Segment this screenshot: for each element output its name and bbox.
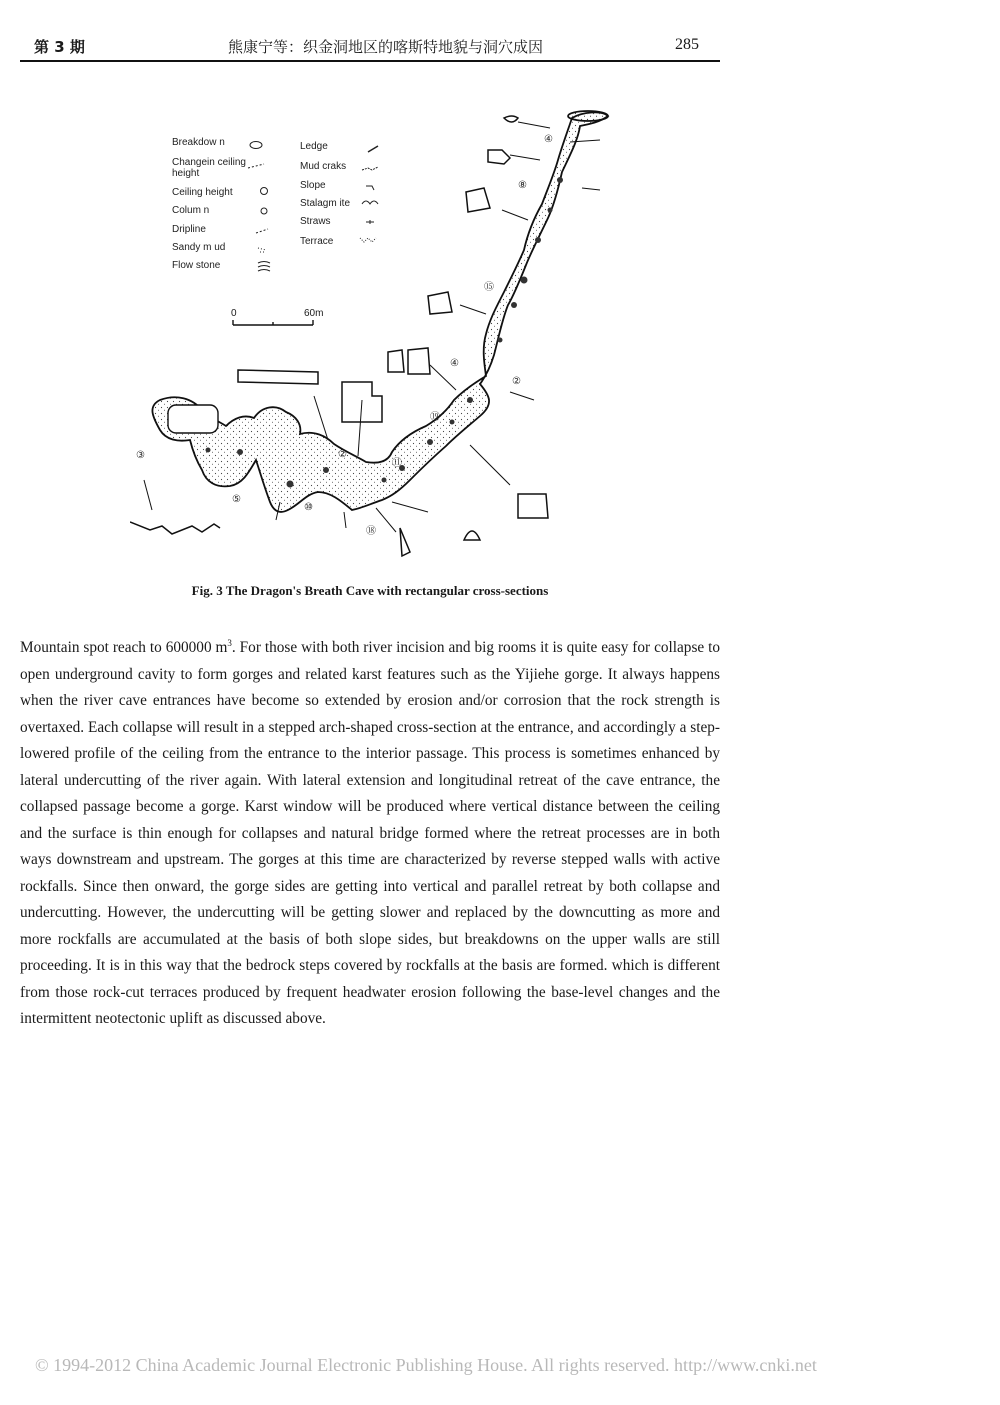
column-symbol [261, 208, 267, 214]
section-2a [518, 494, 548, 518]
flowstone-symbol [258, 262, 270, 272]
terrace-symbol [360, 238, 376, 242]
section-4b [388, 348, 430, 374]
slope-symbol [366, 186, 374, 190]
ceiling-change-symbol [248, 164, 264, 168]
legend-terrace: Terrace [300, 236, 334, 247]
running-title: 熊康宁等：织金洞地区的喀斯特地貌与洞穴成因 [228, 38, 544, 56]
station-label: ⑱ [366, 526, 376, 537]
legend-stalagmite: Stalagm ite [300, 198, 351, 209]
section-18a [400, 528, 410, 556]
stalagmite-symbol [362, 201, 378, 204]
station-label: ⑩ [304, 502, 313, 513]
section-8 [488, 150, 510, 164]
upper-chamber [568, 111, 608, 121]
running-header [20, 30, 720, 62]
legend-flow-stone: Flow stone [172, 260, 221, 271]
section-15 [466, 188, 490, 212]
superscript: 3 [227, 638, 232, 648]
legend-slope: Slope [300, 180, 326, 191]
section-19a [428, 292, 452, 314]
paragraph-start: Mountain spot reach to 600000 m [20, 639, 228, 657]
station-label: ④ [544, 134, 553, 145]
section-18b [464, 531, 480, 540]
section-3 [130, 522, 220, 534]
legend-ceiling-height: Ceiling height [172, 187, 233, 198]
station-label: ⑪ [392, 458, 402, 469]
dripline-symbol [256, 229, 268, 233]
legend-ceiling-change: Changein ceiling height [172, 157, 246, 179]
station-label: ⑧ [518, 180, 527, 191]
station-label: ② [512, 376, 521, 387]
station-label: ③ [136, 450, 145, 461]
station-label: ④ [450, 358, 459, 369]
legend-ledge: Ledge [300, 141, 328, 152]
station-label: ② [338, 449, 347, 460]
body-paragraph [20, 630, 720, 1033]
legend-sandy-mud: Sandy m ud [172, 242, 226, 253]
section-4a [504, 116, 518, 122]
legend-dripline: Dripline [172, 224, 206, 235]
station-label: ⑤ [232, 494, 241, 505]
ceiling-height-symbol [261, 188, 268, 195]
scale-start-label: 0 [231, 308, 237, 319]
scale-bar [233, 320, 313, 325]
sandy-mud-symbol [258, 248, 266, 252]
cave-map-figure [130, 100, 640, 570]
station-label: ⑮ [484, 282, 494, 293]
station-label: ⑲ [430, 412, 440, 423]
mud-cracks-symbol [362, 167, 378, 170]
section-passage [238, 370, 318, 384]
scale-end-label: 60m [304, 308, 324, 319]
legend-breakdown: Breakdow n [172, 137, 225, 148]
page-number: 285 [675, 36, 699, 53]
straws-symbol [366, 220, 374, 224]
ledge-symbol [368, 146, 378, 152]
legend-mud-cracks: Mud craks [300, 161, 347, 172]
issue-number: 第 3 期 [34, 38, 85, 56]
legend-straws: Straws [300, 216, 331, 227]
inner-pillar [168, 405, 218, 433]
copyright-footer: © 1994-2012 China Academic Journal Electronic Publishing House. All rights reserved. http://www.cnki.net [35, 1355, 817, 1375]
paragraph-rest: . For those with both river incision and big rooms it is quite easy for collapse to open underground cavity to form gorges and related karst features such as the Yijiehe gorge. It always happens when the river cave entrances have become so extended by erosion and/or corrosion that the rock strength is overtaxed. Each collapse will result in a stepped arch-shaped cross-section at the entrance, and accordingly a step-lowered profile of the ceiling from the entrance to the interior passage. This process is sometimes enhanced by lateral undercutting of the river again. With lateral extension and longitudinal retreat of the cave entrance, the collapsed passage become a gorge. Karst window will be produced where vertical distance between the ceiling and the surface is thin enough for collapses and natural bridge formed where the retreat processes are in both ways downstream and upstream. The gorges at this time are characterized by reverse stepped walls with active rockfalls. Since then onward, the gorge sides are getting into vertical and parallel retreat by both collapse and undercutting. However, the undercutting will be getting slower and replaced by the downcutting as more and more rockfalls are accumulated at the basis of both slope sides, but breakdowns on the upper walls are still proceeding. It is in this way that the bedrock steps covered by rockfalls at the basis are formed. which is different from those rock-cut terraces produced by frequent headwater erosion following the base-level changes and the intermittent neotectonic uplift as discussed above. [20, 639, 721, 1028]
legend-column: Colum n [172, 205, 210, 216]
breakdown-symbol [250, 142, 262, 149]
figure-caption: Fig. 3 The Dragon's Breath Cave with rectangular cross-sections [191, 583, 549, 598]
